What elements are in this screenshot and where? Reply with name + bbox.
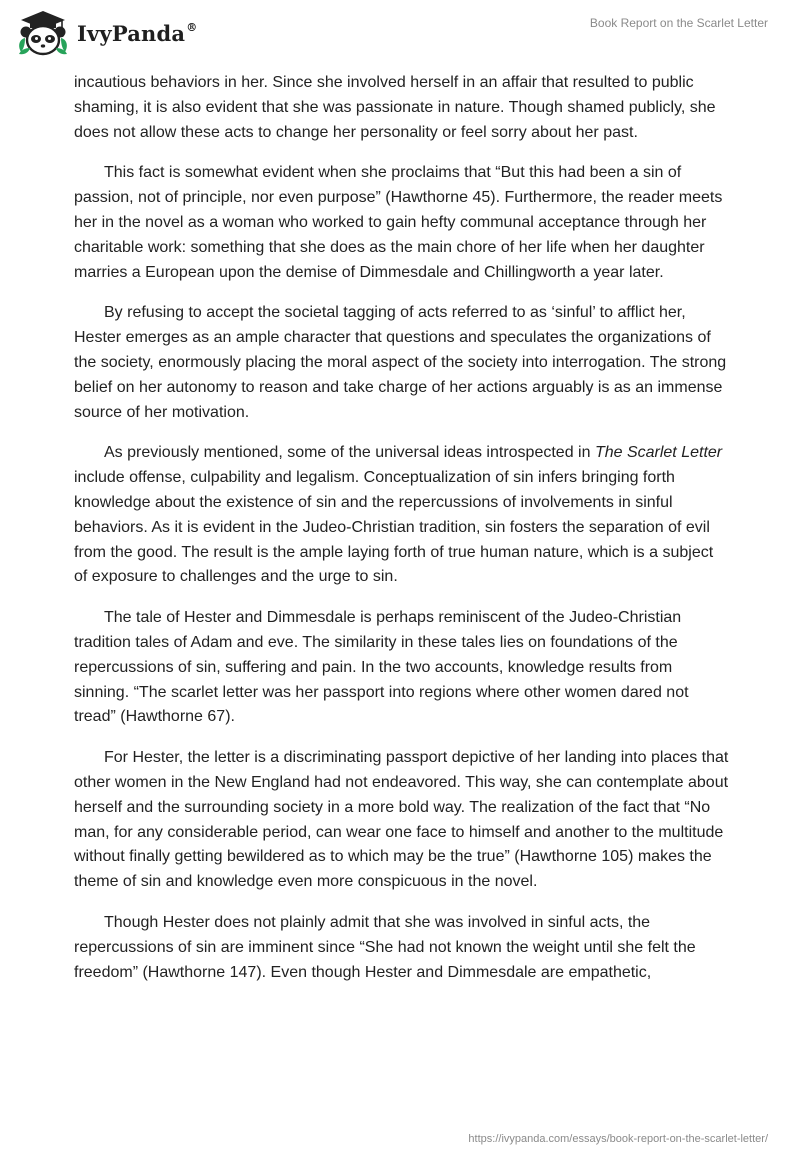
paragraph-6: For Hester, the letter is a discriminating passport depictive of her landing into places that other women in the New England had not endeavored. This way, she can contemplate about herself and the surrounding society in a more bold way. The realization of the fact that “No man, for any considerable period, can wear one face to himself and another to the multitude without finally getting bewildered as to which may be the true” (Hawthorne 105) makes the theme of sin and knowledge even more conspicuous in the novel. xyxy=(74,749,729,891)
document-title: Book Report on the Scarlet Letter xyxy=(589,16,768,30)
paragraph-3: By refusing to accept the societal tagging of acts referred to as ‘sinful’ to afflict her, Hester emerges as an ample character that questions and speculates the organizations of the society, enormously placing the moral aspect of the society into interrogation. The strong belief on her autonomy to reason and take charge of her actions arguably is as an immense source of her motivation. xyxy=(74,304,727,421)
brand-name: IvyPanda® xyxy=(77,21,198,46)
paragraph-2: This fact is somewhat evident when she proclaims that “But this had been a sin of passion, not of principle, nor even purpose” (Hawthorne 45). Furthermore, the reader meets her in the novel as a woman who worked to gain hefty communal acceptance through her charitable work: something that she does as the main chore of her life when her daughter marries a European upon the demise of Dimmesdale and Chillingworth a year later. xyxy=(74,164,723,281)
paragraph-4 xyxy=(74,441,730,590)
essay-body xyxy=(74,71,730,1001)
paragraph-4-intro: As previously mentioned, some of the universal ideas introspected in xyxy=(104,444,595,462)
ivypanda-logo[interactable] xyxy=(15,8,205,58)
page-header xyxy=(0,0,800,70)
paragraph-1: incautious behaviors in her. Since she involved herself in an affair that resulted to public shaming, it is also evident that she was passionate in nature. Though shamed publicly, she does not allow these acts to change her personality or feel sorry about her past. xyxy=(74,74,716,141)
source-url[interactable]: https://ivypanda.com/essays/book-report-on-the-scarlet-letter/ xyxy=(468,1133,768,1145)
panda-graduate-icon xyxy=(15,8,71,58)
registered-mark: ® xyxy=(186,21,198,34)
book-title: The Scarlet Letter xyxy=(594,444,723,462)
paragraph-5: The tale of Hester and Dimmesdale is perhaps reminiscent of the Judeo-Christian tradition tales of Adam and eve. The similarity in these tales lies on foundations of the repercussions of sin, suffering and pain. In the two accounts, knowledge results from sinning. “The scarlet letter was her passport into regions where other women dared not tread” (Hawthorne 67). xyxy=(74,609,689,726)
paragraph-7: Though Hester does not plainly admit that she was involved in sinful acts, the repercussions of sin are imminent since “She had not known the weight until she felt the freedom” (Hawthorne 147). Even though Hester and Dimmesdale are empathetic, xyxy=(74,913,696,981)
paragraph-4-rest: include offense, culpability and legalism. Conceptualization of sin infers bringing forth knowledge about the existence of sin and the repercussions of involvements in sinful behaviors. As it is evident in the Judeo-Christian tradition, sin fosters the separation of evil from the good. The result is the ample laying forth of true human nature, which is a subject of exposure to challenges and the urge to sin. xyxy=(74,469,714,586)
